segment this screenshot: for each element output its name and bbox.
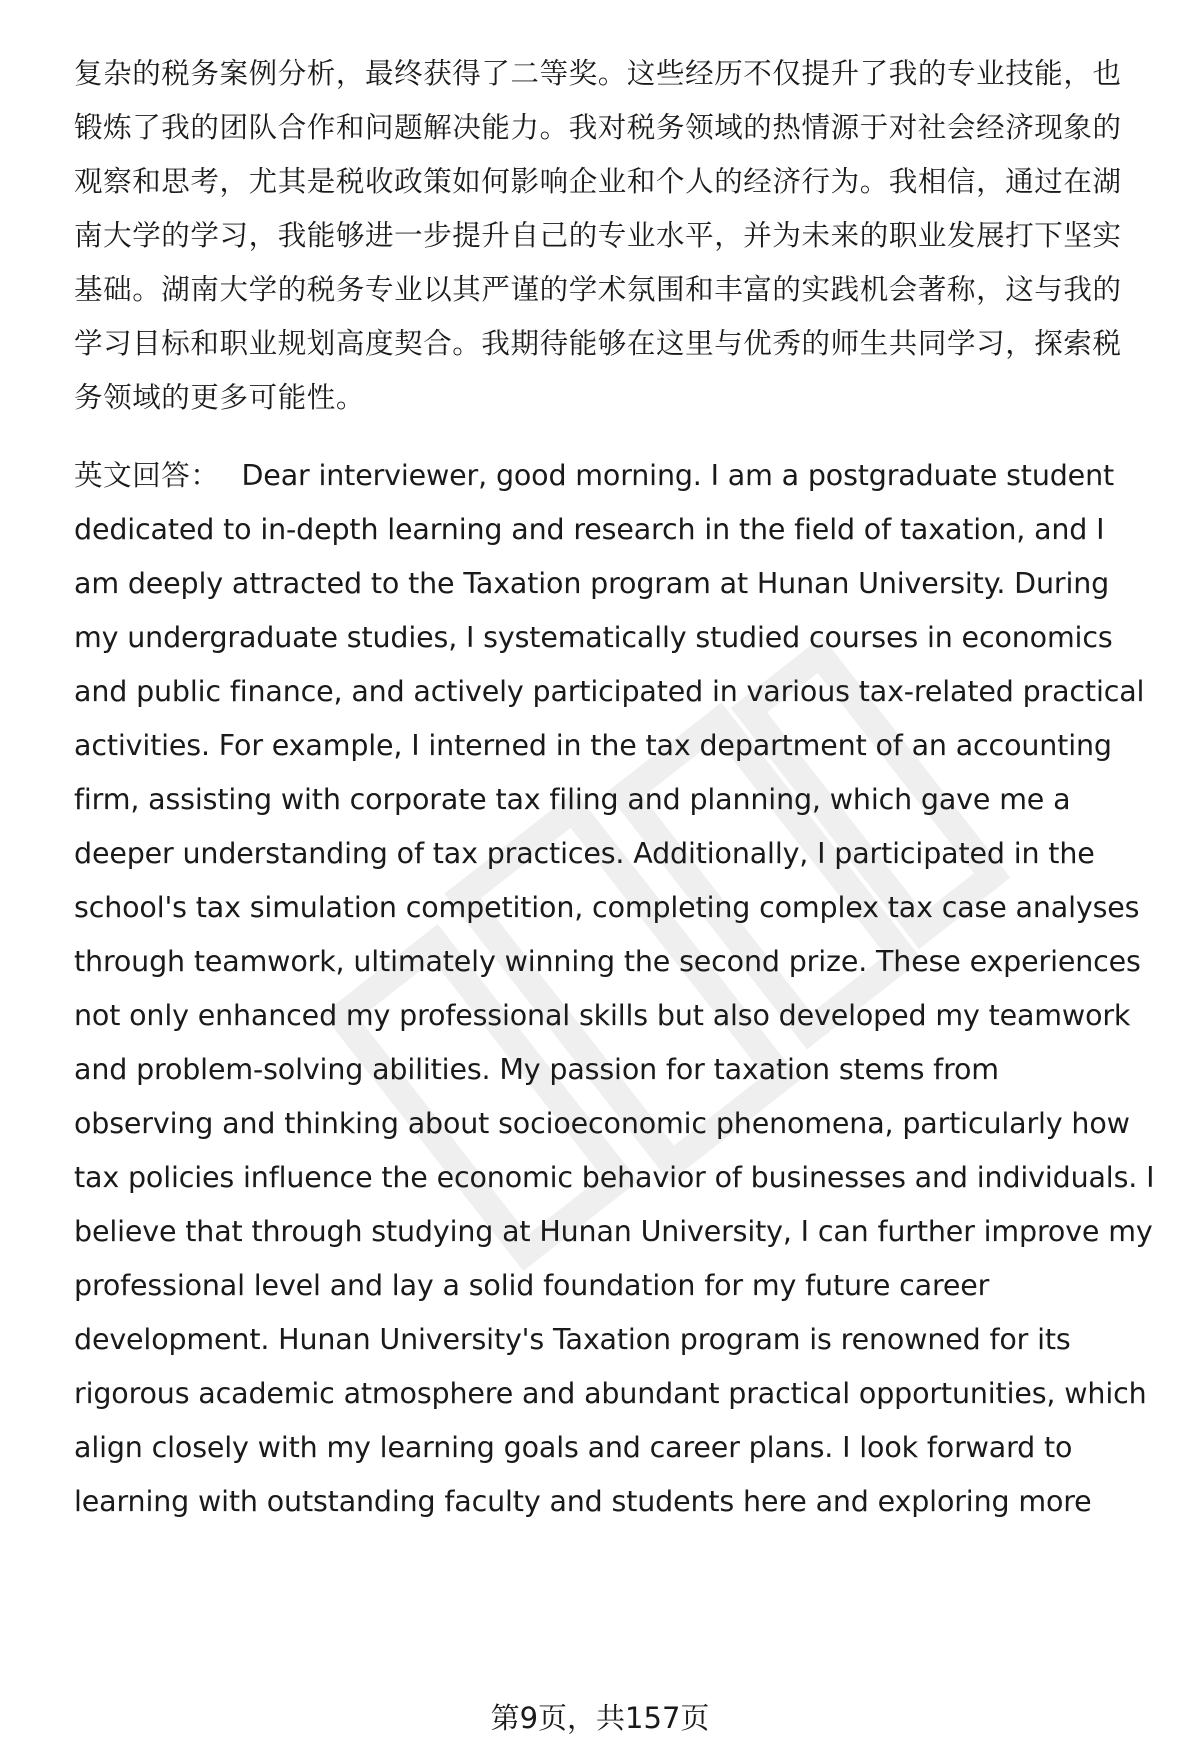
- chinese-paragraph-line: 务领域的更多可能性。: [74, 381, 366, 414]
- english-answer-line: learning with outstanding faculty and students here and exploring more: [74, 1485, 1092, 1518]
- english-answer-line: and public finance, and actively participated in various tax-related practical: [74, 675, 1145, 708]
- english-answer-line: am deeply attracted to the Taxation program at Hunan University. During: [74, 567, 1110, 600]
- english-answer-line: professional level and lay a solid foundation for my future career: [74, 1269, 990, 1302]
- english-answer-first-line: [74, 458, 1114, 494]
- english-answer-line: tax policies influence the economic behavior of businesses and individuals. I: [74, 1161, 1155, 1194]
- english-answer-label: 英文回答：: [74, 459, 220, 492]
- english-answer-line: dedicated to in-depth learning and research in the field of taxation, and I: [74, 513, 1105, 546]
- page-number-footer: 第9页，共157页: [490, 1701, 710, 1735]
- chinese-paragraph-line: 观察和思考，尤其是税收政策如何影响企业和个人的经济行为。我相信，通过在湖: [74, 165, 1122, 198]
- english-answer-line: firm, assisting with corporate tax filing and planning, which gave me a: [74, 783, 1071, 816]
- english-answer-line: Dear interviewer, good morning. I am a postgraduate student: [241, 459, 1115, 492]
- english-answer-line: my undergraduate studies, I systematically studied courses in economics: [74, 621, 1113, 654]
- english-answer-line: development. Hunan University's Taxation program is renowned for its: [74, 1323, 1071, 1356]
- english-answer-line: activities. For example, I interned in the tax department of an accounting: [74, 729, 1112, 762]
- english-answer-line: deeper understanding of tax practices. Additionally, I participated in the: [74, 837, 1095, 870]
- english-answer-line: rigorous academic atmosphere and abundant practical opportunities, which: [74, 1377, 1147, 1410]
- chinese-paragraph-line: 学习目标和职业规划高度契合。我期待能够在这里与优秀的师生共同学习，探索税: [74, 327, 1122, 360]
- english-answer-line: and problem-solving abilities. My passion for taxation stems from: [74, 1053, 999, 1086]
- chinese-paragraph-line: 复杂的税务案例分析，最终获得了二等奖。这些经历不仅提升了我的专业技能，也: [74, 57, 1122, 90]
- english-answer-line: align closely with my learning goals and career plans. I look forward to: [74, 1431, 1073, 1464]
- chinese-paragraph-line: 南大学的学习，我能够进一步提升自己的专业水平，并为未来的职业发展打下坚实: [74, 219, 1122, 252]
- english-answer-line: believe that through studying at Hunan University, I can further improve my: [74, 1215, 1153, 1248]
- english-answer-line: school's tax simulation competition, completing complex tax case analyses: [74, 891, 1140, 924]
- chinese-paragraph-line: 基础。湖南大学的税务专业以其严谨的学术氛围和丰富的实践机会著称，这与我的: [74, 273, 1122, 306]
- english-answer-line: through teamwork, ultimately winning the second prize. These experiences: [74, 945, 1141, 978]
- chinese-paragraph-line: 锻炼了我的团队合作和问题解决能力。我对税务领域的热情源于对社会经济现象的: [74, 111, 1122, 144]
- english-answer-line: not only enhanced my professional skills but also developed my teamwork: [74, 999, 1131, 1032]
- english-answer-line: observing and thinking about socioeconomic phenomena, particularly how: [74, 1107, 1130, 1140]
